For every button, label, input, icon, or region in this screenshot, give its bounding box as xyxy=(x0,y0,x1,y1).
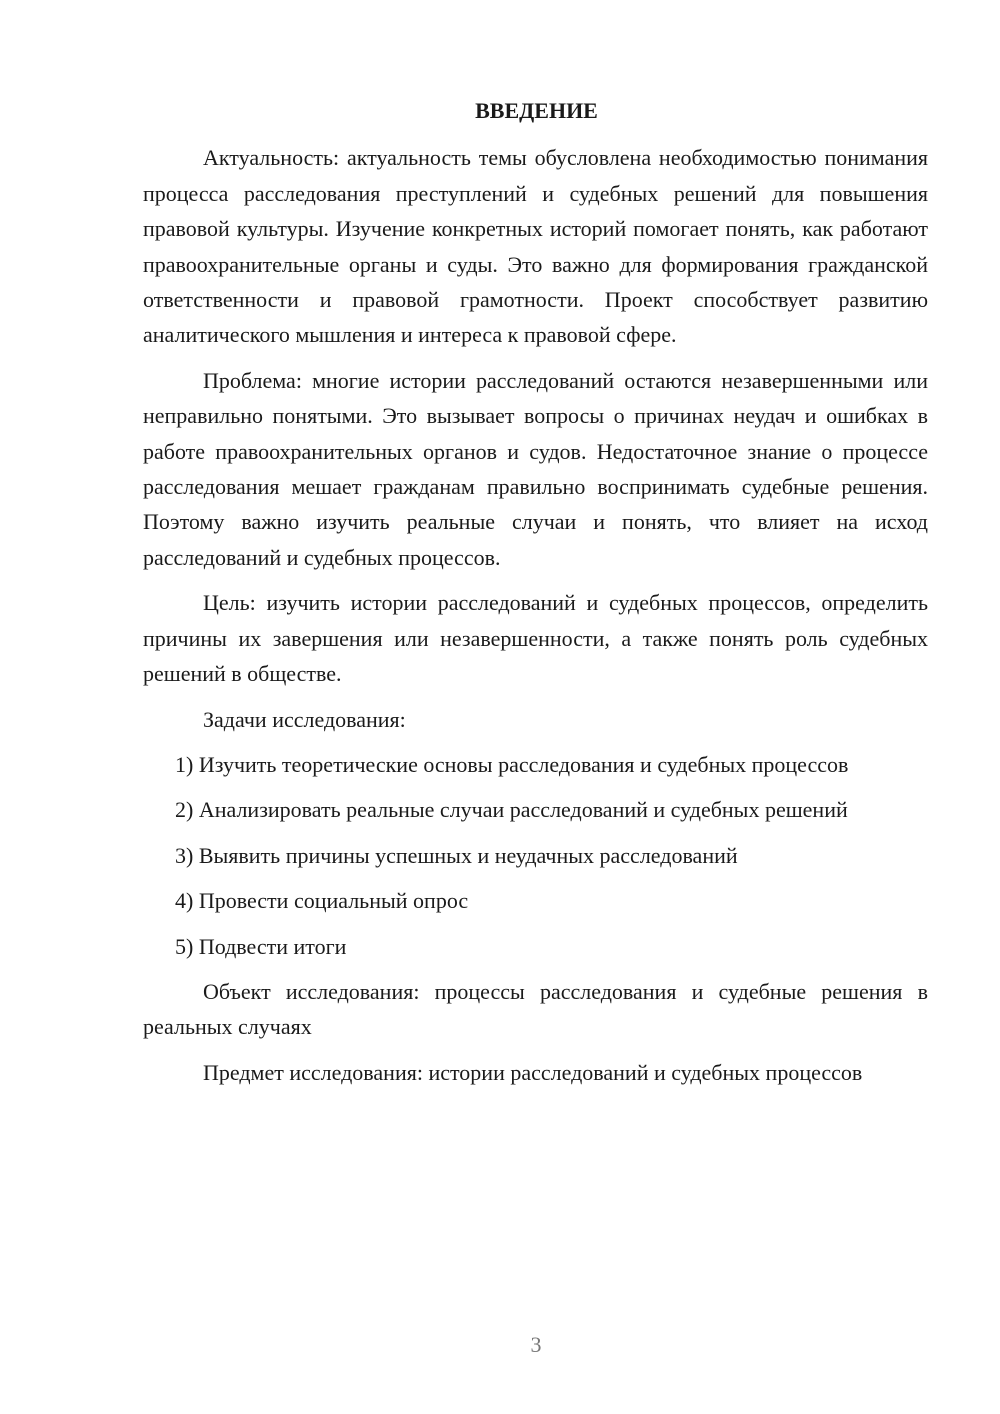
section-title: ВВЕДЕНИЕ xyxy=(475,98,598,123)
task-item-2: 2) Анализировать реальные случаи расследований и судебных решений xyxy=(175,797,848,823)
task-item-1: 1) Изучить теоретические основы расследования и судебных процессов xyxy=(175,751,849,777)
relevance-paragraph: Актуальность: актуальность темы обусловлена необходимостью понимания процесса расследования преступлений и судебных решений для повышения правовой культуры. Изучение конкретных историй помогает понять, как работают правоохранительные органы и суды. Это важно для формирования гражданской ответственности и правовой грамотности. Проект способствует развитию аналитического мышления и интереса к правовой сфере. xyxy=(143,145,928,348)
task-item-5: 5) Подвести итоги xyxy=(175,933,347,959)
object-paragraph: Объект исследования: процессы расследования и судебные решения в реальных случаях xyxy=(143,978,928,1040)
problem-paragraph: Проблема: многие истории расследований остаются незавершенными или неправильно понятыми. Это вызывает вопросы о причинах неудач и ошибках в работе правоохранительных органов и судов. Недостаточное знание о процессе расследования мешает гражданам правильно воспринимать судебные решения. Поэтому важно изучить реальные случаи и понять, что влияет на исход расследований и судебных процессов. xyxy=(143,367,928,570)
tasks-heading: Задачи исследования: xyxy=(203,706,406,732)
goal-paragraph: Цель: изучить истории расследований и судебных процессов, определить причины их завершения или незавершенности, а также понять роль судебных решений в обществе. xyxy=(143,590,928,687)
task-item-4: 4) Провести социальный опрос xyxy=(175,888,469,914)
subject-paragraph: Предмет исследования: истории расследований и судебных процессов xyxy=(203,1059,863,1085)
document-page xyxy=(143,93,928,1100)
task-item-3: 3) Выявить причины успешных и неудачных расследований xyxy=(175,842,738,868)
page-number: 3 xyxy=(530,1332,542,1357)
